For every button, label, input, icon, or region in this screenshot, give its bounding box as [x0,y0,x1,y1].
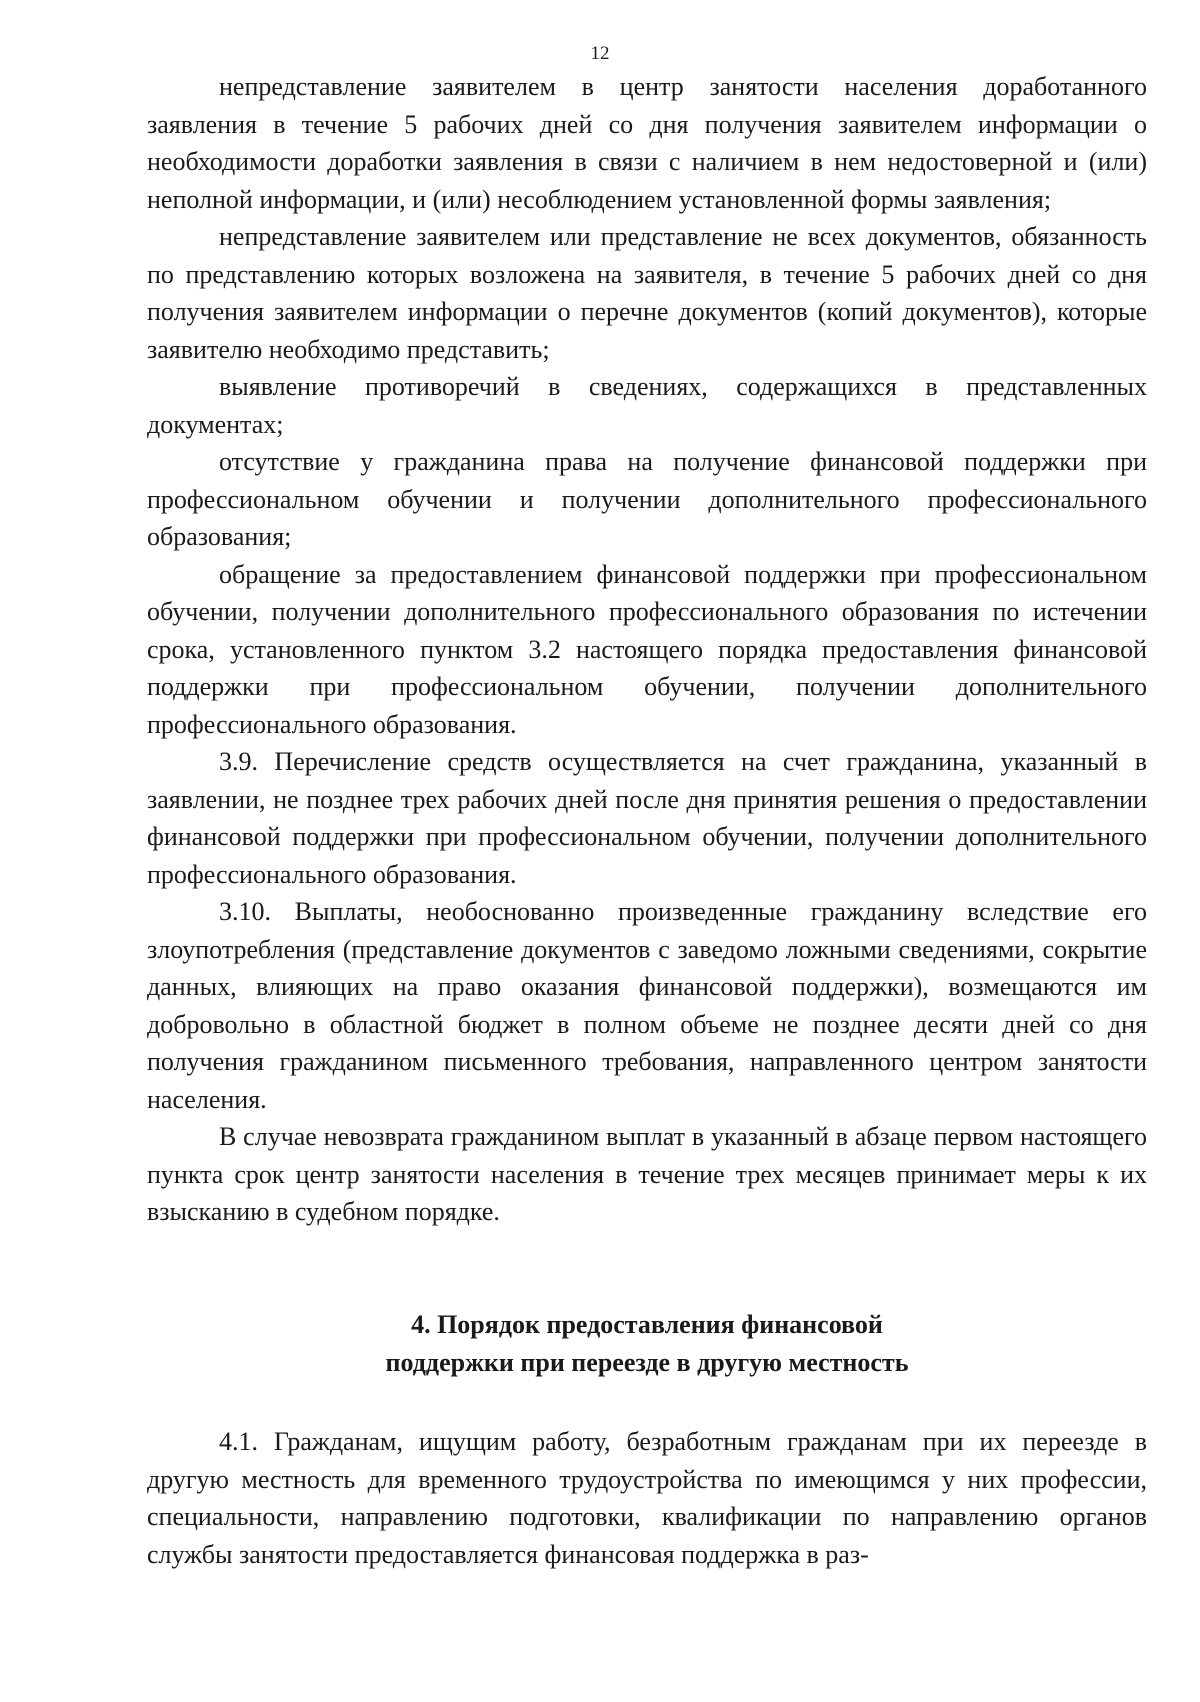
paragraph-non-return: В случае невозврата гражданином выплат в указанный в абзаце первом настоящего пункта срок центр занятости населения в течение трех месяцев принимает меры к их взысканию в судебном порядке. [147,1122,1147,1226]
paragraph-3-9-transfer: 3.9. Перечисление средств осуществляется на счет гражданина, указанный в заявлении, не позднее трех рабочих дней после дня принятия решения о предоставлении финансовой поддержки при профессиональном обучении, получении дополнительного профессионального образования. [147,747,1147,889]
paragraph-deadline-expired: обращение за предоставлением финансовой поддержки при профессиональном обучении, получении дополнительного профессионального образования по истечении срока, установленного пунктом 3.2 настоящего порядка предоставления финансовой поддержки при профессиональном обучении, получении дополнительного профессионального образования. [147,559,1147,739]
paragraph-3-10-refund: 3.10. Выплаты, необоснованно произведенные гражданину вследствие его злоупотребления (представление документов с заведомо ложными сведениями, сокрытие данных, влияющих на право оказания финансовой поддержки), возмещаются им добровольно в областной бюджет в полном объеме не позднее десяти дней со дня получения гражданином письменного требования, направленного центром занятости населения. [147,897,1147,1114]
paragraph-documents-not-submitted: непредставление заявителем или представление не всех документов, обязанность по представлению которых возложена на заявителя, в течение 5 рабочих дней со дня получения заявителем информации о перечне документов (копий документов), которые заявителю необходимо представить; [147,222,1147,364]
section-heading-line-1: 4. Порядок предоставления финансовой [411,1310,883,1339]
page-number: 12 [590,43,610,64]
paragraph-no-revised-application: непредставление заявителем в центр занятости населения доработанного заявления в течение 5 рабочих дней со дня получения заявителем информации о необходимости доработки заявления в связи с наличием в нем недостоверной и (или) неполной информации, и (или) несоблюдением установленной формы заявления; [147,72,1147,214]
section-heading-line-2: поддержки при переезде в другую местность [385,1347,909,1377]
section-4-body [147,1423,1147,1573]
paragraph-contradictions: выявление противоречий в сведениях, содержащихся в представленных документах; [147,372,1147,439]
section-4-heading [147,1306,1147,1381]
paragraph-4-1: 4.1. Гражданам, ищущим работу, безработным гражданам при их переезде в другую местность для временного трудоустройства по имеющимся у них профессии, специальности, направлению подготовки, квалификации по направлению органов службы занятости предоставляется финансовая поддержка в раз- [147,1427,1147,1569]
document-body [147,68,1147,1231]
paragraph-no-right-to-support: отсутствие у гражданина права на получение финансовой поддержки при профессиональном обучении и получении дополнительного профессионального образования; [147,447,1147,551]
